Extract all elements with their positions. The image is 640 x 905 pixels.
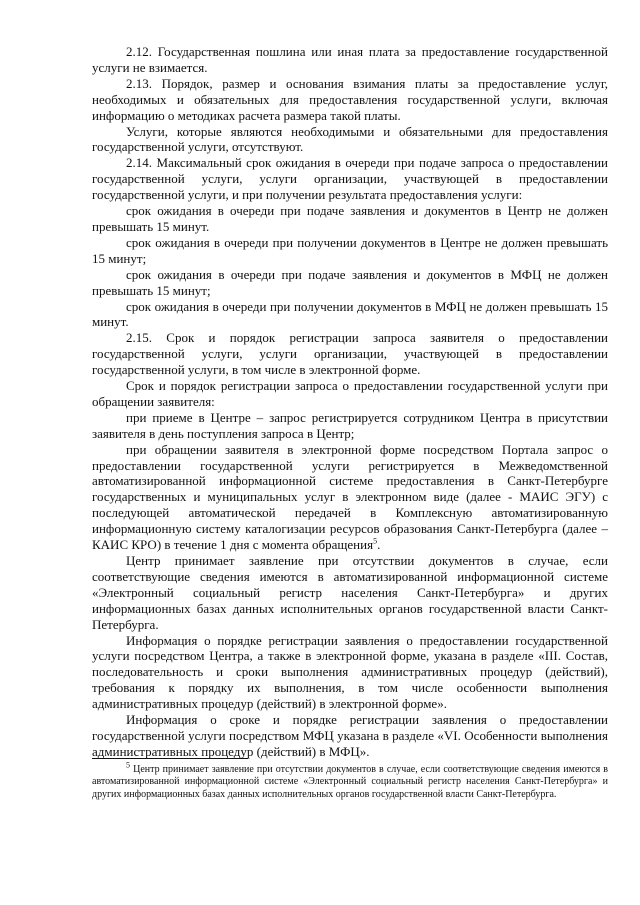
footnote-text: Центр принимает заявление при отсутствии документов в случае, если соответствующие сведения имеются в автоматизированной информационной системе «Электронный социальный регистр населения Санкт-Петербурга» и других информационных базах данных исполнительных органов государственной власти Санкт-Петербурга. — [92, 764, 608, 800]
paragraph-mfc-info: Информация о сроке и порядке регистрации заявления о предоставлении государственной услуги посредством МФЦ указана в разделе «VI. Особенности выполнения административных процедур (действий) в МФЦ». — [92, 712, 608, 759]
wait-submit-mfc: срок ожидания в очереди при подаче заявления и документов в МФЦ не должен превышать 15 минут; — [92, 266, 608, 298]
wait-receive-mfc: срок ожидания в очереди при получении документов в МФЦ не должен превышать 15 минут. — [92, 298, 608, 330]
paragraph-required-services: Услуги, которые являются необходимыми и обязательными для предоставления государственной услуги, отсутствуют. — [92, 123, 608, 155]
registration-electronic — [92, 442, 608, 553]
registration-electronic-end: . — [377, 537, 381, 553]
wait-receive-center: срок ожидания в очереди при получении документов в Центре не должен превышать 15 минут; — [92, 234, 608, 266]
footnote-mark: 5 — [126, 760, 130, 770]
paragraph-2-15: 2.15. Срок и порядок регистрации запроса заявителя о предоставлении государственной услуги, услуги организации, участвующей в предоставлении государственной услуги, в том числе в электронной форме. — [92, 330, 608, 378]
paragraph-center-accepts: Центр принимает заявление при отсутствии документов в случае, если соответствующие сведения имеются в автоматизированной информационной системе «Электронный социальный регистр населения Санкт-Петербурга» и других информационных базах данных исполнительных органов государственной власти Санкт-Петербурга. — [92, 553, 608, 632]
footnote — [92, 760, 608, 801]
paragraph-center-info: Информация о порядке регистрации заявления о предоставлении государственной услуги посредством Центра, а также в электронной форме, указана в разделе «III. Состав, последовательность и сроки выполнения административных процедур (действий), требования к порядку их выполнения, в том числе особенности выполнения административных процедур (действий) в электронной форме». — [92, 632, 608, 712]
registration-electronic-text: при обращении заявителя в электронной форме посредством Портала запрос о предоставлении государственной услуги регистрируется в Межведомственной автоматизированной информационной системе предоставления в Санкт-Петербурге государственных и муниципальных услуг в электронном виде (далее - МАИС ЭГУ) с последующей автоматической передачей в Комплексную автоматизированную информационную систему каталогизации ресурсов образования Санкт-Петербурга (далее – КАИС КРО) в течение 1 дня с момента обращения — [92, 441, 608, 553]
wait-submit-center: срок ожидания в очереди при подаче заявления и документов в Центр не должен превышать 15 минут. — [92, 203, 608, 234]
document-body — [92, 44, 608, 760]
paragraph-2-14: 2.14. Максимальный срок ожидания в очереди при подаче запроса о предоставлении государственной услуги, услуги организации, участвующей в предоставлении государственной услуги, и при получении результата предоставления услуги: — [92, 155, 608, 203]
paragraph-2-13: 2.13. Порядок, размер и основания взимания платы за предоставление услуг, необходимых и обязательных для предоставления государственной услуги, включая информацию о методиках расчета размера такой платы. — [92, 75, 608, 123]
footnote-divider — [92, 758, 248, 759]
paragraph-2-12: 2.12. Государственная пошлина или иная плата за предоставление государственной услуги не взимается. — [92, 44, 608, 75]
footnote-reference: 5 — [373, 536, 378, 546]
paragraph-registration-order: Срок и порядок регистрации запроса о предоставлении государственной услуги при обращении заявителя: — [92, 378, 608, 409]
registration-in-center: при приеме в Центре – запрос регистрируется сотрудником Центра в присутствии заявителя в день поступления запроса в Центр; — [92, 409, 608, 441]
